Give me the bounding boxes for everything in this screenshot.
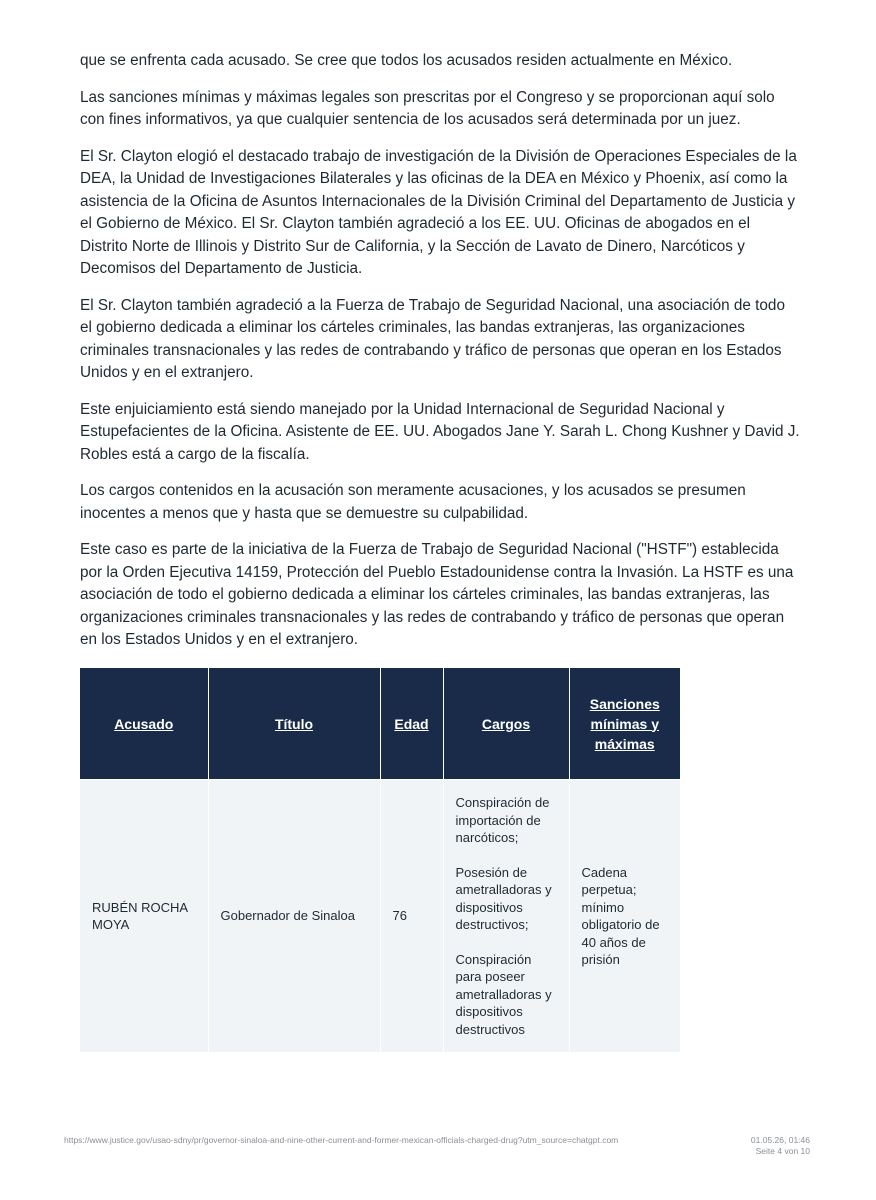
paragraph-prosecution: Este enjuiciamiento está siendo manejado por la Unidad Internacional de Seguridad Nacional y Estupefacientes de la Oficina. Asistente de EE. UU. Abogados Jane Y. Sarah L. Chong Kushner y David J. Robles está a cargo de la fiscalía. [80,400,800,463]
paragraph-defendants-residence: que se enfrenta cada acusado. Se cree que todos los acusados residen actualmente en México. [80,52,733,69]
paragraph-clayton-thanks: El Sr. Clayton también agradeció a la Fuerza de Trabajo de Seguridad Nacional, una asociación de todo el gobierno dedicada a eliminar los cárteles criminales, las bandas extranjeras, las organizaciones criminales transnacionales y las redes de contrabando y tráfico de personas que operan en los Estados Unidos y en el extranjero. [80,296,785,381]
header-edad: Edad [380,668,443,780]
paragraph-clayton-praise: El Sr. Clayton elogió el destacado trabajo de investigación de la División de Operaciones Especiales de la DEA, la Unidad de Investigaciones Bilaterales y las oficinas de la DEA en México y Phoenix, así como la asistencia de la Oficina de Asuntos Internacionales de la División Criminal del Departamento de Justicia y el Gobierno de México. El Sr. Clayton también agradeció a los EE. UU. Oficinas de abogados en el Distrito Norte de Illinois y Distrito Sur de California, y la Sección de Lavato de Dinero, Narcóticos y Decomisos del Departamento de Justicia. [80,147,797,277]
table-row [80,780,680,1053]
cell-sanciones: Cadena perpetua; mínimo obligatorio de 40 años de prisión [569,780,680,1053]
footer-source-url: https://www.justice.gov/usao-sdny/pr/governor-sinaloa-and-nine-other-current-and-former-mexican-officials-charged-drug?utm_source=chatgpt.com [64,1135,619,1145]
charge-item: Posesión de ametralladoras y dispositivos destructivos; [455,864,552,932]
footer-page-number: Seite 4 von 10 [755,1146,810,1156]
footer-meta [751,1135,810,1157]
article-body [80,50,800,666]
cell-edad: 76 [380,780,443,1053]
header-cargos: Cargos [443,668,569,780]
footer-datetime: 01.05.26, 01:46 [750,1135,810,1145]
paragraph-hstf: Este caso es parte de la iniciativa de la Fuerza de Trabajo de Seguridad Nacional ("HSTF") establecida por la Orden Ejecutiva 14159, Protección del Pueblo Estadounidense contra la Invasión. La HSTF es una asociación de todo el gobierno dedicada a eliminar los cárteles criminales, las bandas extranjeras, las organizaciones criminales transnacionales y las redes de contrabando y tráfico de personas que operan en los Estados Unidos y en el extranjero. [80,541,794,648]
charge-item: Conspiración para poseer ametralladoras y dispositivos destructivos [455,951,552,1037]
defendants-table [80,668,680,1052]
header-sanciones: Sanciones mínimas y máximas [569,668,680,780]
paragraph-penalties-info: Las sanciones mínimas y máximas legales son prescritas por el Congreso y se proporcionan aquí solo con fines informativos, ya que cualquier sentencia de los acusados será determinada por un juez. [80,88,775,128]
header-titulo: Título [208,668,380,780]
cell-titulo: Gobernador de Sinaloa [208,780,380,1053]
header-acusado: Acusado [80,668,208,780]
paragraph-presumption: Los cargos contenidos en la acusación son meramente acusaciones, y los acusados se presumen inocentes a menos que y hasta que se demuestre su culpabilidad. [80,482,746,522]
cell-cargos [443,780,569,1053]
cell-acusado: RUBÉN ROCHA MOYA [80,780,208,1053]
charge-item: Conspiración de importación de narcóticos; [455,795,550,845]
table-header-row [80,668,680,780]
